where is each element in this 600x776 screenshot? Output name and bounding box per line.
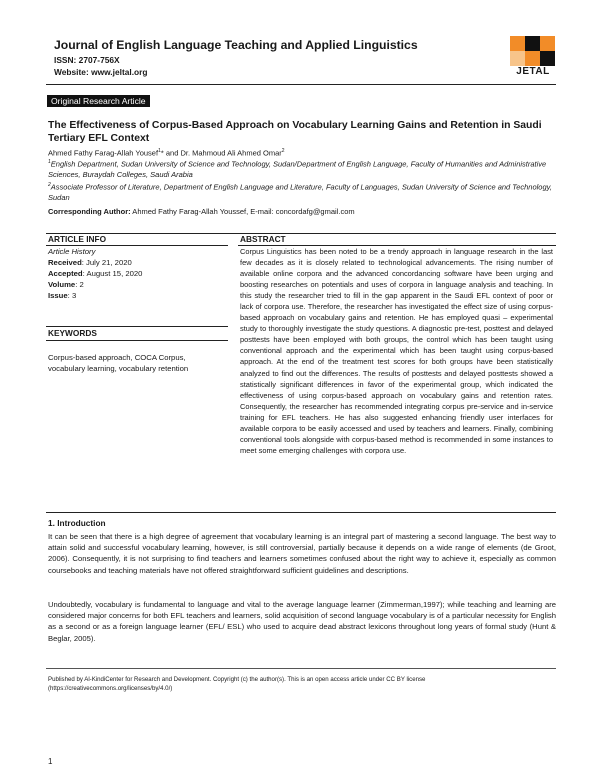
logo-text: JETAL <box>516 66 550 77</box>
header-rule <box>46 84 556 85</box>
journal-title: Journal of English Language Teaching and Applied Linguistics <box>54 38 418 52</box>
introduction-heading: 1. Introduction <box>48 518 106 528</box>
issue-label: Issue <box>48 291 68 300</box>
abstract-text: Corpus Linguistics has been noted to be a trendy approach in language research in the last few decades as it is closely related to technological advancements. The rising number of available online corpora and the advanced concordancing software have been urging and boosting researches on potentials and uses of corpora in language analysis and teaching. In this study the researcher tried to fill in the gap apparent in the Saudi EFL context of poor or lack of corpora use. Therefore, the researcher has investigated the effect size of using corpus-based approach on vocabulary gains and retention. He has employed quasi – experimental study to thoroughly investigate the study questions. A diagnostic pre-test, posttest and delayed posttests have been employed with both groups, the control which has been taught using conventional approach and the experimental which has been taught using corpus-based approach. At the end of the treatment test scores for both groups have been statistically analyzed to find out the differences. The results of posttests and delayed posttests showed a statistically significant differences in favor of the experimental group, which indicated the effectiveness of using corpus-based approach on vocabulary gains and retention rates. Consequently, the researcher has recommended integrating corpus pre-service and in-service training for EFL teachers. He has also suggested enhancing friendly user interfaces for available corpora to be easily accessed and used by teachers and learners. Finally, combining conventional tools alongside with corpus-based method is recommended in some instances to meet some emerging challenges with corpora use. <box>240 247 553 455</box>
affiliation-2-sup: 2 <box>48 182 51 188</box>
footer-line-2: (https://creativecommons.org/licenses/by/4.0/) <box>48 685 173 692</box>
section-rule-top <box>46 233 556 234</box>
author-2: * and Dr. Mahmoud Ali Ahmed Omar <box>160 148 282 158</box>
received-row <box>48 257 228 268</box>
footer-line-1: Published by Al-KindiCenter for Research and Development. Copyright (c) the author(s). This is an open access article under CC BY license <box>48 676 426 683</box>
article-info-heading: ARTICLE INFO <box>48 234 107 244</box>
keywords-list: Corpus-based approach, COCA Corpus, vocabulary learning, vocabulary retention <box>48 353 189 373</box>
volume-value: : 2 <box>75 280 84 289</box>
corr-text: Ahmed Fathy Farag-Allah Youssef, E-mail: concordafg@gmail.com <box>130 207 355 216</box>
footer-rule <box>46 668 556 669</box>
accepted-date: : August 15, 2020 <box>82 269 143 278</box>
article-type-badge: Original Research Article <box>47 95 150 107</box>
keywords-heading: KEYWORDS <box>48 328 97 338</box>
intro-paragraph-1: It can be seen that there is a high degree of agreement that vocabulary learning is an integral part of mastering a second language. The best way to attain solid and successful vocabulary learning, however, is still controversial, partially because it depends on a wide range of elements (de Groot, 2006). Consequently, it is not surprising to find teachers and learners sometimes confused about the right way to achieve it, especially as common coursebooks and teaching materials have not offered straightforward sufficient guidelines and descriptions. <box>48 532 556 575</box>
affiliation-1 <box>48 157 558 181</box>
affiliation-1-sup: 1 <box>48 159 51 165</box>
received-label: Received <box>48 258 82 267</box>
corr-label: Corresponding Author: <box>48 207 131 216</box>
author-1: Ahmed Fathy Farag-Allah Yousef <box>48 148 159 158</box>
corresponding-author <box>48 207 558 218</box>
affiliation-1-text: English Department, Sudan University of Science and Technology, Sudan/Department of English Language, Faculty of Humanities and Administrative Sciences, Buraydah Colleges, Saudi Arabia <box>48 159 547 180</box>
volume-row <box>48 279 228 290</box>
keywords-rule-bottom <box>46 340 228 341</box>
accepted-row <box>48 268 228 279</box>
abstract-heading: ABSTRACT <box>240 234 286 244</box>
journal-website: Website: www.jeltal.org <box>54 67 148 77</box>
journal-issn: ISSN: 2707-756X <box>54 55 120 65</box>
author-1-sup: 1 <box>158 148 161 154</box>
volume-label: Volume <box>48 280 76 289</box>
page-number: 1 <box>48 757 53 766</box>
issue-row <box>48 290 228 301</box>
affiliation-2 <box>48 180 558 204</box>
issue-value: : 3 <box>67 291 77 300</box>
section-rule-bottom <box>46 512 556 513</box>
jetal-logo <box>510 36 556 66</box>
accepted-label: Accepted <box>48 269 83 278</box>
keywords-rule-top <box>46 326 228 327</box>
article-history <box>48 246 228 301</box>
affiliation-2-text: Associate Professor of Literature, Department of English Language and Literature, Faculty of Languages, Sudan University of Science and Technology, Sudan <box>48 182 552 203</box>
footer-license <box>48 675 556 693</box>
received-date: : July 21, 2020 <box>81 258 132 267</box>
author-2-sup: 2 <box>281 148 285 154</box>
history-label: Article History <box>48 247 96 256</box>
article-title: The Effectiveness of Corpus-Based Approach on Vocabulary Learning Gains and Retention in Saudi Tertiary EFL Context <box>48 120 542 144</box>
intro-paragraph-2: Undoubtedly, vocabulary is fundamental to language and vital to the average language learner (Zimmerman,1997); while teaching and learning are considered major concerns for both EFL teachers and learners, solid acquisition of second language vocabulary is of a particular necessity for English as a second or as a foreign language learner (EFL/ ESL) who used to acquire dead abstract lexicons throughout long years of formal study (Hunt & Beglar, 2005). <box>48 600 556 643</box>
